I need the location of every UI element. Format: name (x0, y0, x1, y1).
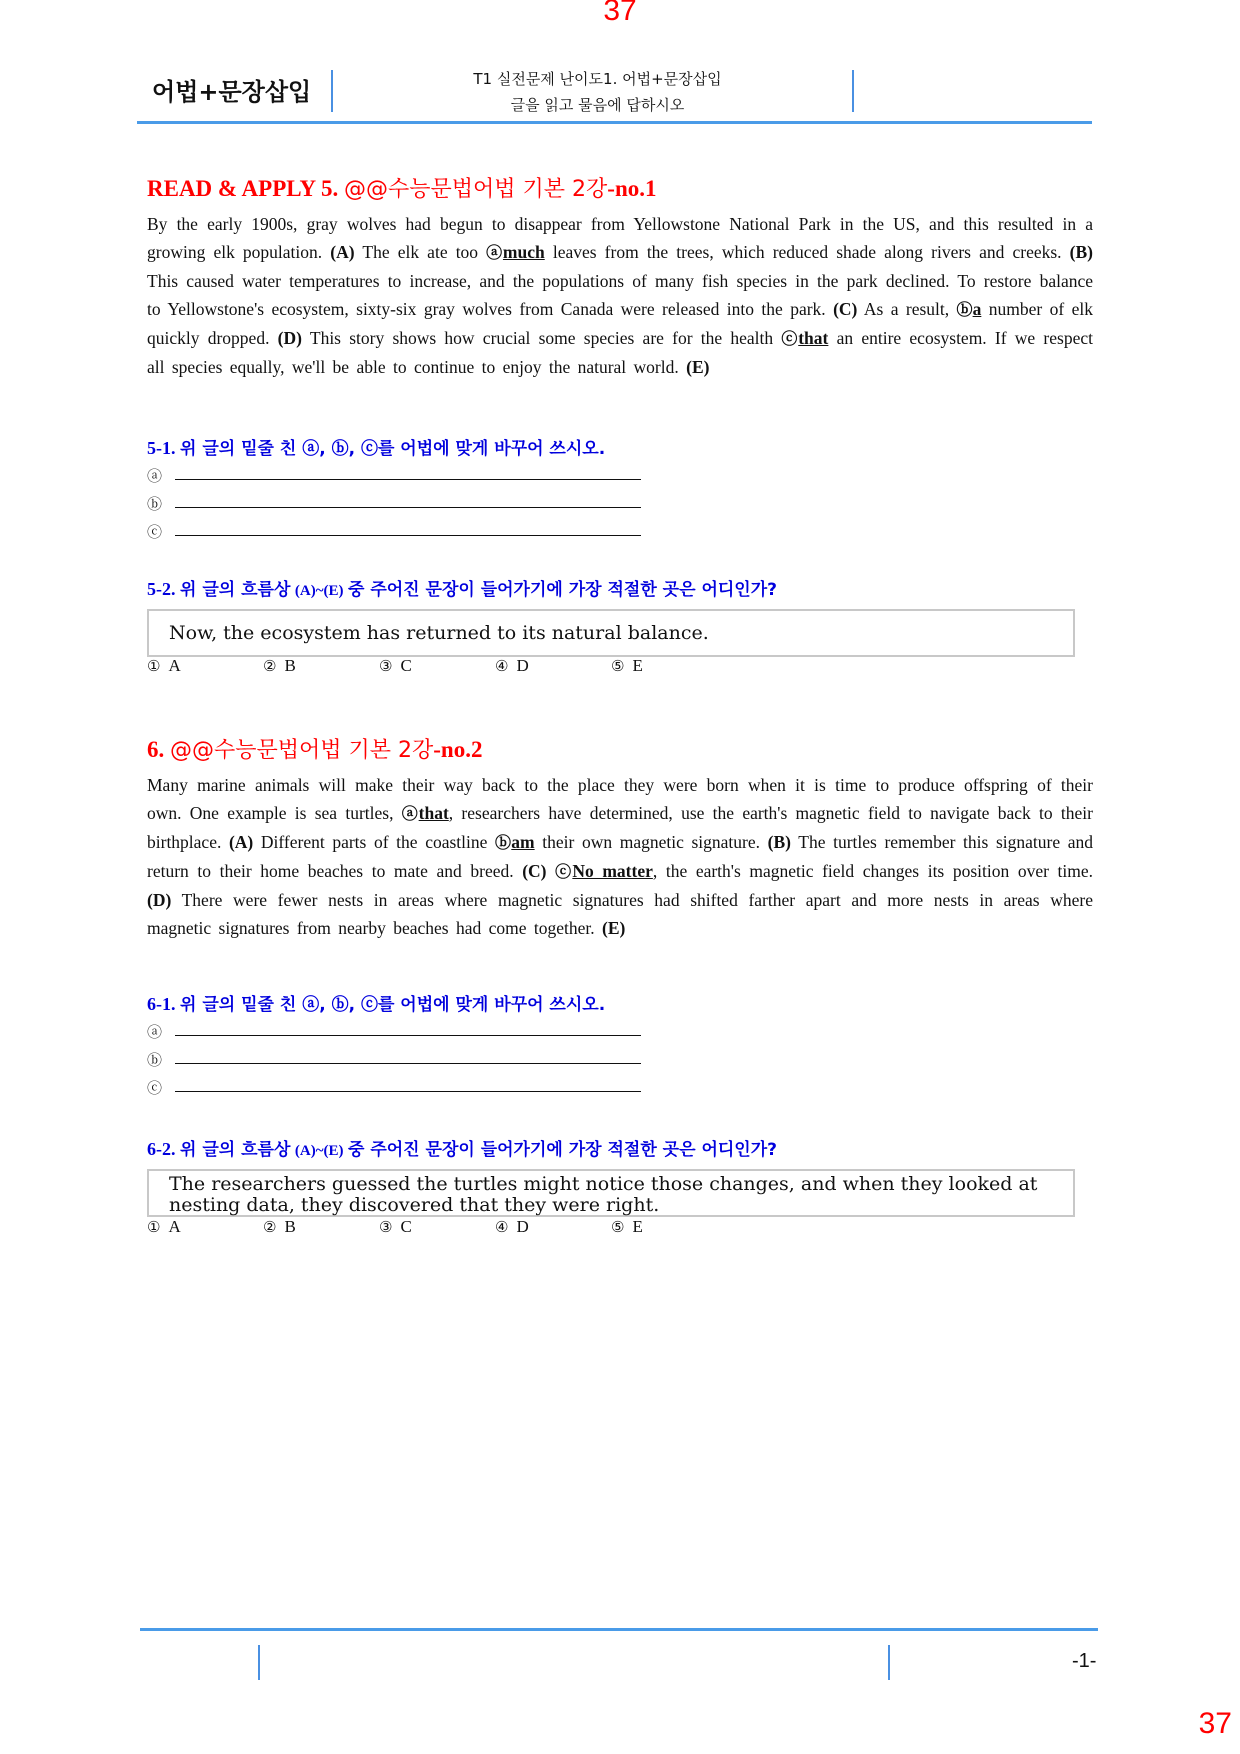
answer-line-6-b[interactable] (147, 1044, 641, 1070)
marker-B: (B) (767, 832, 791, 852)
given-sentence-box-6 (147, 1169, 1075, 1217)
header-rule (137, 121, 1092, 124)
section-6-passage: Many marine animals will make their way back to the place they were born when it is time to produce offspring of their own. One example is sea turtles, ⓐthat, researchers have determined, use the earth's magnetic field to navigate back to their birthplace. (A) Different parts of the coastline ⓑam their own magnetic signature. (B) The turtles remember this signature and return to their home beaches to mate and breed. (C) ⓒNo matter, the earth's magnetic field changes its position over time. (D) There were fewer nests in areas where magnetic signatures had shifted farther apart and more nests in areas where magnetic signatures from nearby beaches had come together. (E) (147, 775, 1094, 938)
circle-b-icon: ⓑ (147, 1051, 163, 1069)
section-5-title: READ & APPLY 5. @@수능문법어법 기본 2강-no.1 (147, 176, 657, 202)
choice-4[interactable]: ④ D (495, 1217, 529, 1236)
marker-D: (D) (147, 890, 172, 910)
marker-A: (A) (228, 832, 254, 852)
circle-c-icon: ⓒ (147, 1079, 163, 1097)
footer-page-label: -1- (1072, 1650, 1097, 1672)
answer-line-6-c[interactable] (147, 1072, 641, 1098)
underlined-a: that (418, 803, 449, 823)
circle-c-icon: ⓒ (781, 329, 799, 348)
circle-b-icon: ⓑ (147, 495, 163, 513)
circle-c-icon: ⓒ (555, 862, 573, 881)
choice-5[interactable]: ⑤ E (611, 1217, 643, 1236)
section-5-passage: By the early 1900s, gray wolves had begun to disappear from Yellowstone National Park in the US, and this resulted in a growing elk population. (A) The elk ate too ⓐmuch leaves from the trees, which reduced shade along rivers and creeks. (B) This caused water temperatures to increase, and the populations of many fish species in the park declined. To restore balance to Yellowstone's ecosystem, sixty-six gray wolves from Canada were released into the park. (C) As a result, ⓑa number of elk quickly dropped. (D) This story shows how crucial some species are for the health ⓒthat an entire ecosystem. If we respect all species equally, we'll be able to continue to enjoy the natural world. (E) (147, 214, 1093, 377)
choices-6-2 (147, 1217, 727, 1237)
header-divider-right (852, 70, 854, 112)
marker-B: (B) (1069, 242, 1093, 262)
answer-blank[interactable] (175, 465, 641, 480)
header-title: 어법+문장삽입 (152, 78, 312, 106)
underlined-c: that (798, 328, 829, 348)
answer-line-6-a[interactable] (147, 1016, 641, 1042)
marker-E: (E) (602, 918, 626, 938)
circle-b-icon: ⓑ (495, 833, 512, 852)
circle-a-icon: ⓐ (147, 1023, 163, 1041)
footer-rule (140, 1628, 1098, 1631)
choice-2[interactable]: ② B (263, 656, 296, 675)
underlined-b: a (972, 299, 982, 319)
given-sentence: Now, the ecosystem has returned to its natural balance. (169, 622, 709, 644)
answer-blank[interactable] (175, 521, 641, 536)
circle-c-icon: ⓒ (147, 523, 163, 541)
answer-blank[interactable] (175, 493, 641, 508)
underlined-b: am (511, 832, 535, 852)
choice-3[interactable]: ③ C (379, 1217, 412, 1236)
marker-E: (E) (686, 357, 710, 377)
question-6-1-title: 6-1. 위 글의 밑줄 친 ⓐ, ⓑ, ⓒ를 어법에 맞게 바꾸어 쓰시오. (147, 994, 606, 1015)
circle-b-icon: ⓑ (956, 300, 973, 319)
footer-divider-left (258, 1645, 260, 1680)
choice-1[interactable]: ① A (147, 656, 181, 675)
answer-line-5-a[interactable] (147, 460, 641, 486)
underlined-c: No matter (572, 861, 653, 881)
marker-A: (A) (330, 242, 355, 262)
given-sentence: The researchers guessed the turtles might notice those changes, and when they looked at nesting data, they discovered that they were right. (169, 1173, 1038, 1216)
question-6-2-title: 6-2. 위 글의 흐름상 (A)~(E) 중 주어진 문장이 들어가기에 가장 적절한 곳은 어디인가? (147, 1139, 777, 1160)
header-subtitle-line2: 글을 읽고 물음에 답하시오 (510, 96, 685, 114)
choice-4[interactable]: ④ D (495, 656, 529, 675)
given-sentence-box-5 (147, 609, 1075, 657)
header-subtitle (335, 66, 860, 118)
choice-5[interactable]: ⑤ E (611, 656, 643, 675)
choices-5-2 (147, 656, 727, 676)
header-divider-left (331, 70, 333, 112)
answer-blank[interactable] (175, 1049, 641, 1064)
choice-3[interactable]: ③ C (379, 656, 412, 675)
answer-line-5-c[interactable] (147, 516, 641, 542)
choice-2[interactable]: ② B (263, 1217, 296, 1236)
header-subtitle-line1: T1 실전문제 난이도1. 어법+문장삽입 (473, 70, 722, 88)
circle-a-icon: ⓐ (401, 804, 419, 823)
question-5-2-title: 5-2. 위 글의 흐름상 (A)~(E) 중 주어진 문장이 들어가기에 가장 적절한 곳은 어디인가? (147, 579, 777, 600)
marker-C: (C) (833, 299, 858, 319)
question-5-1-title: 5-1. 위 글의 밑줄 친 ⓐ, ⓑ, ⓒ를 어법에 맞게 바꾸어 쓰시오. (147, 438, 606, 459)
marker-C: (C) (522, 861, 547, 881)
circle-a-icon: ⓐ (147, 467, 163, 485)
answer-blank[interactable] (175, 1077, 641, 1092)
section-6-title: 6. @@수능문법어법 기본 2강-no.2 (147, 737, 483, 763)
page-number-bottom: 37 (1198, 1707, 1232, 1740)
answer-blank[interactable] (175, 1021, 641, 1036)
footer-divider-right (888, 1645, 890, 1680)
circle-a-icon: ⓐ (486, 243, 503, 262)
underlined-a: much (502, 242, 545, 262)
choice-1[interactable]: ① A (147, 1217, 181, 1236)
answer-line-5-b[interactable] (147, 488, 641, 514)
marker-D: (D) (277, 328, 302, 348)
page-number-top: 37 (603, 0, 637, 27)
